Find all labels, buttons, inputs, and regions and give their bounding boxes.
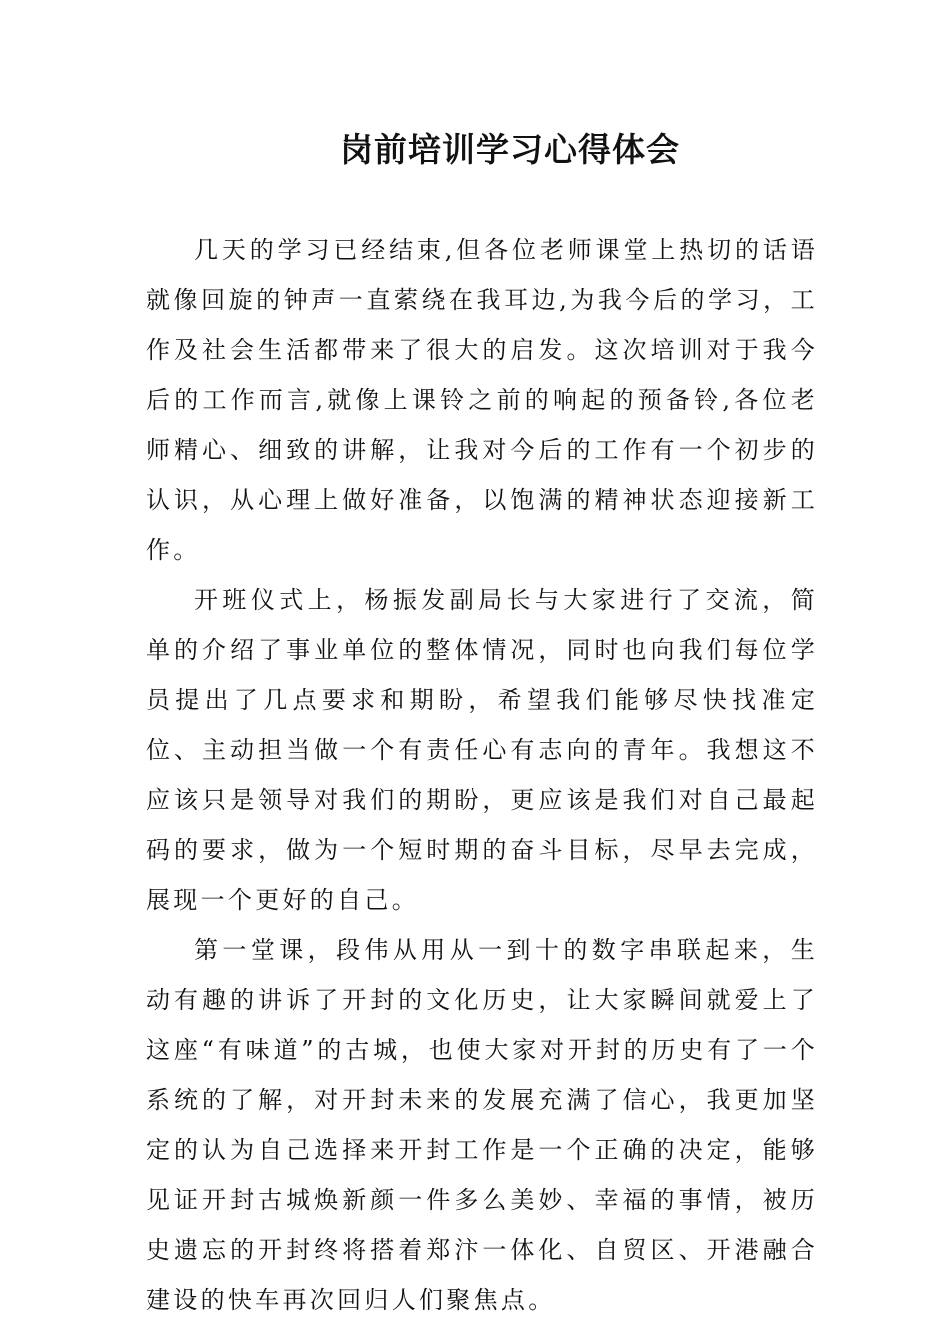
paragraph-2: 开班仪式上，杨振发副局长与大家进行了交流，简单的介绍了事业单位的整体情况，同时也向我们每位学员提出了几点要求和期盼，希望我们能够尽快找准定位、主动担当做一个有责任心有志向的青年。我想这不应该只是领导对我们的期盼，更应该是我们对自己最起码的要求，做为一个短时期的奋斗目标，尽早去完成，展现一个更好的自己。 bbox=[146, 586, 818, 914]
document-title: 岗前培训学习心得体会 bbox=[340, 130, 680, 169]
document-body bbox=[146, 225, 818, 1325]
paragraph-3: 第一堂课，段伟从用从一到十的数字串联起来，生动有趣的讲诉了开封的文化历史，让大家瞬间就爱上了这座“有味道”的古城，也使大家对开封的历史有了一个系统的了解，对开封未来的发展充满了信心，我更加坚定的认为自己选择来开封工作是一个正确的决定，能够见证开封古城焕新颜一件多么美妙、幸福的事情，被历史遗忘的开封终将搭着郑汴一体化、自贸区、开港融合建设的快车再次回归人们聚焦点。 bbox=[146, 936, 818, 1314]
paragraph-1: 几天的学习已经结束,但各位老师课堂上热切的话语就像回旋的钟声一直萦绕在我耳边,为我今后的学习，工作及社会生活都带来了很大的启发。这次培训对于我今后的工作而言,就像上课铃之前的响起的预备铃,各位老师精心、细致的讲解，让我对今后的工作有一个初步的认识，从心理上做好准备，以饱满的精神状态迎接新工作。 bbox=[146, 236, 818, 564]
